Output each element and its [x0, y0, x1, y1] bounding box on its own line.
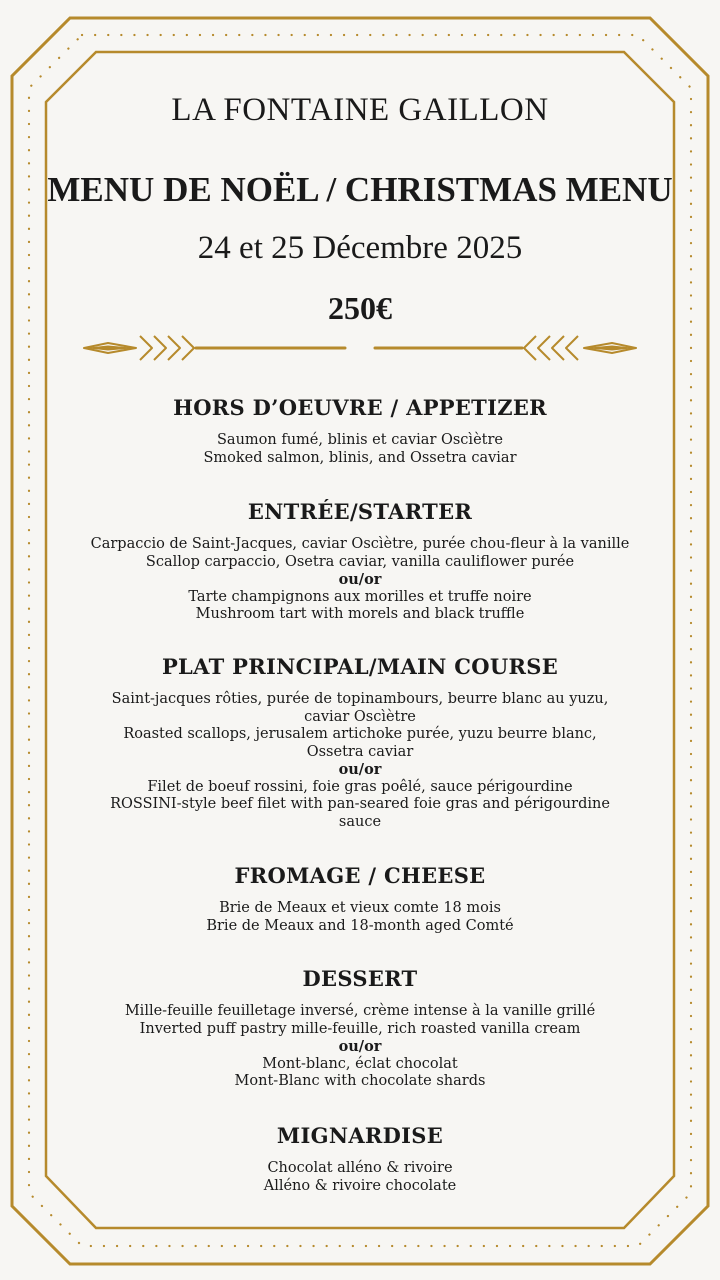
section-items [40, 1003, 680, 1091]
menu-line: Mushroom tart with morels and black truffle [195, 606, 525, 622]
or-separator: ou/or [338, 761, 382, 778]
menu-line: Brie de Meaux and 18-month aged Comté [206, 917, 514, 934]
section-main-course [40, 653, 680, 831]
menu-line: sauce [338, 813, 382, 830]
menu-line: ROSSINI-style beef filet with pan-seared foie gras and périgourdine [110, 796, 610, 812]
section-title-dessert: DESSERT [302, 966, 418, 991]
menu-line: Mille-feuille feuilletage inversé, crème intense à la vanille grillé [124, 1003, 596, 1019]
menu-line: Filet de boeuf rossini, foie gras poêlé, sauce périgourdine [147, 778, 573, 795]
section-items [40, 536, 680, 624]
section-title-appetizer: HORS D’OEUVRE / APPETIZER [173, 395, 547, 420]
section-dessert [40, 965, 680, 1091]
section-mignardise [40, 1122, 680, 1195]
section-title-starter: ENTRÉE/STARTER [247, 499, 473, 524]
menu-line: Saumon fumé, blinis et caviar Oscìètre [217, 432, 503, 448]
or-separator: ou/or [338, 1038, 382, 1055]
section-items [40, 691, 680, 831]
section-items [40, 900, 680, 935]
menu-line: Mont-blanc, éclat chocolat [262, 1055, 458, 1072]
section-title-cheese: FROMAGE / CHEESE [234, 863, 486, 888]
arrow-ornament-divider [40, 0, 680, 400]
section-title-mignardise: MIGNARDISE [276, 1123, 444, 1148]
menu-line: Chocolat alléno & rivoire [267, 1160, 453, 1176]
menu-line: Alléno & rivoire chocolate [263, 1177, 457, 1194]
menu-line: Smoked salmon, blinis, and Ossetra caviar [203, 449, 517, 466]
section-cheese [40, 862, 680, 935]
menu-dates: 24 et 25 Décembre 2025 [197, 230, 523, 266]
menu-line: Saint-jacques rôties, purée de topinambours, beurre blanc au yuzu, [111, 691, 609, 707]
menu-line: Brie de Meaux et vieux comte 18 mois [219, 900, 501, 916]
menu-line: Scallop carpaccio, Osetra caviar, vanilla cauliflower purée [145, 553, 575, 570]
menu-title: MENU DE NOËL / CHRISTMAS MENU [47, 170, 673, 209]
menu-line: Carpaccio de Saint-Jacques, caviar Oscìètre, purée chou-fleur à la vanille [90, 536, 630, 552]
section-items [40, 1160, 680, 1195]
section-appetizer [40, 394, 680, 467]
menu-line: Ossetra caviar [306, 743, 414, 760]
section-items [40, 432, 680, 467]
menu-line: caviar Oscìètre [304, 708, 416, 725]
menu-line: Inverted puff pastry mille-feuille, rich roasted vanilla cream [139, 1020, 581, 1037]
section-title-main-course: PLAT PRINCIPAL/MAIN COURSE [161, 654, 559, 679]
section-starter [40, 498, 680, 624]
or-separator: ou/or [338, 571, 382, 588]
menu-line: Mont-Blanc with chocolate shards [234, 1073, 486, 1089]
menu-price: 250€ [328, 290, 392, 326]
restaurant-name: LA FONTAINE GAILLON [171, 92, 549, 128]
menu-line: Roasted scallops, jerusalem artichoke purée, yuzu beurre blanc, [123, 726, 597, 742]
menu-line: Tarte champignons aux morilles et truffe noire [188, 588, 532, 605]
